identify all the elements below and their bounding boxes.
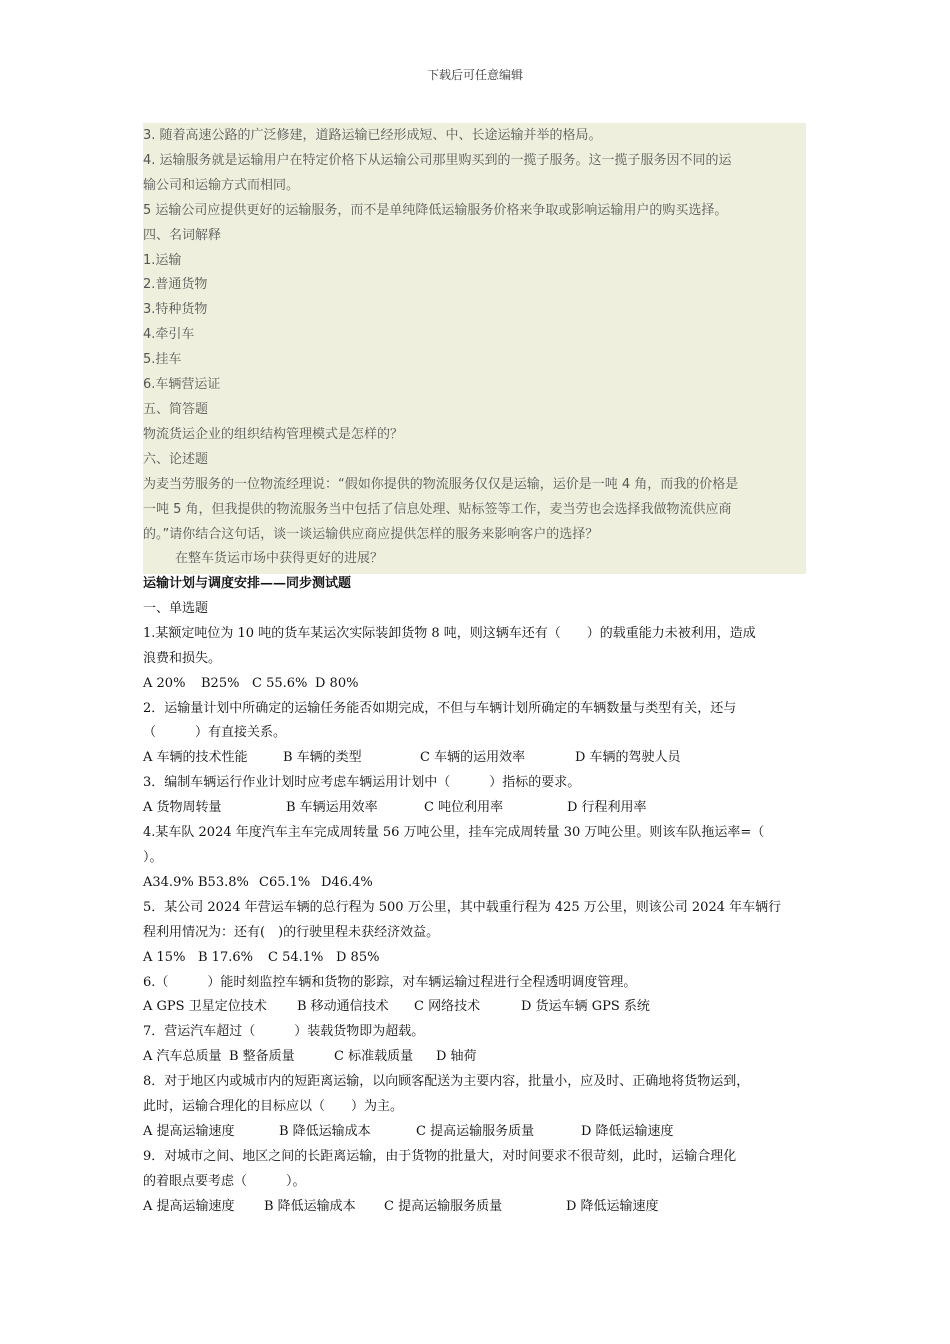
question-7: 7．营运汽车超过（ ）装载货物即为超载。 bbox=[143, 1024, 425, 1040]
option-d: D 降低运输速度 bbox=[581, 1123, 674, 1139]
text-line: 3. 随着高速公路的广泛修建，道路运输已经形成短、中、长途运输并举的格局。 bbox=[143, 128, 602, 143]
term-item: 4.牵引车 bbox=[143, 327, 195, 343]
option-b: B25% bbox=[201, 675, 240, 691]
option-b: B 17.6% bbox=[198, 949, 253, 965]
section-heading: 六、论述题 bbox=[143, 451, 209, 467]
option-a: A 15% bbox=[143, 949, 186, 965]
option-b: B 车辆运用效率 bbox=[286, 800, 378, 816]
option-c: C65.1% bbox=[259, 874, 311, 890]
question-6: 6.（ ）能时刻监控车辆和货物的影踪，对车辆运输过程进行全程透明调度管理。 bbox=[143, 974, 637, 990]
question-8: 8．对于地区内或城市内的短距离运输，以向顾客配送为主要内容，批量小，应及时、正确地将货物运到， bbox=[143, 1074, 750, 1090]
option-d: D 85% bbox=[336, 949, 380, 965]
text-line: 输公司和运输方式而相同。 bbox=[143, 177, 300, 193]
section-heading: 四、名词解释 bbox=[143, 227, 222, 243]
text-line: 一吨 5 角，但我提供的物流服务当中包括了信息处理、贴标签等工作，麦当劳也会选择我做物流供应商 bbox=[143, 501, 732, 517]
question-5-options bbox=[143, 946, 811, 971]
question-1: 1.某额定吨位为 10 吨的货车某运次实际装卸货物 8 吨，则这辆车还有（ ）的载重能力未被利用，造成 bbox=[143, 625, 756, 641]
question-4-options bbox=[143, 871, 811, 896]
text-line: 5 运输公司应提供更好的运输服务，而不是单纯降低运输服务价格来争取或影响运输用户的购买选择。 bbox=[143, 202, 728, 218]
option-c: C 标准载质量 bbox=[334, 1049, 414, 1065]
term-item: 5.挂车 bbox=[143, 352, 182, 368]
question-8-options bbox=[143, 1120, 811, 1145]
option-d: D 降低运输速度 bbox=[566, 1198, 659, 1214]
text-line: 的。”请你结合这句话，谈一谈运输供应商应提供怎样的服务来影响客户的选择？ bbox=[143, 526, 599, 542]
section-heading: 五、简答题 bbox=[143, 401, 209, 417]
option-d: D 货运车辆 GPS 系统 bbox=[521, 999, 650, 1015]
text-line: 在整车货运市场中获得更好的进展？ bbox=[175, 551, 384, 567]
question-2-options bbox=[143, 746, 811, 771]
term-item: 2.普通货物 bbox=[143, 277, 208, 293]
option-c: C 吨位利用率 bbox=[424, 800, 504, 816]
option-d: D 80% bbox=[315, 675, 359, 691]
option-b: B 降低运输成本 bbox=[279, 1123, 371, 1139]
question-5: 5．某公司 2024 年营运车辆的总行程为 500 万公里，其中载重行程为 425 万公里，则该公司 2024 年车辆行 bbox=[143, 899, 782, 915]
option-d: D46.4% bbox=[321, 874, 373, 890]
option-a: A 货物周转量 bbox=[143, 800, 222, 816]
option-a: A 汽车总质量 bbox=[143, 1049, 222, 1065]
option-c: C 提高运输服务质量 bbox=[384, 1198, 503, 1214]
page-header: 下载后可任意编辑 bbox=[426, 68, 523, 82]
option-c: C 网络技术 bbox=[414, 999, 481, 1015]
question-6-options bbox=[143, 995, 811, 1020]
question-9-options bbox=[143, 1195, 811, 1220]
option-d: D 行程利用率 bbox=[567, 800, 647, 816]
option-c: C 车辆的运用效率 bbox=[420, 750, 526, 766]
question-4: 4.某车队 2024 年度汽车主车完成周转量 56 万吨公里，挂车完成周转量 30 万吨公里。则该车队拖运率=（ bbox=[143, 825, 765, 841]
option-d: D 轴荷 bbox=[436, 1049, 477, 1065]
option-a: A 提高运输速度 bbox=[143, 1123, 235, 1139]
option-b: B 整备质量 bbox=[229, 1049, 295, 1065]
question-1-cont: 浪费和损失。 bbox=[143, 650, 222, 666]
option-b: B 移动通信技术 bbox=[297, 999, 389, 1015]
option-c: C 提高运输服务质量 bbox=[416, 1123, 535, 1139]
question-1-options bbox=[143, 672, 811, 697]
question-3-options bbox=[143, 796, 811, 821]
question-4-cont: ）。 bbox=[143, 849, 163, 865]
highlighted-text-block bbox=[143, 123, 806, 574]
option-b: B53.8% bbox=[198, 874, 249, 890]
option-b: B 车辆的类型 bbox=[283, 750, 362, 766]
option-b: B 降低运输成本 bbox=[264, 1198, 356, 1214]
question-9-cont: 的着眼点要考虑（ ）。 bbox=[143, 1173, 306, 1189]
option-a: A34.9% bbox=[143, 874, 194, 890]
option-a: A 车辆的技术性能 bbox=[143, 750, 248, 766]
question-8-cont: 此时，运输合理化的目标应以（ ）为主。 bbox=[143, 1099, 404, 1115]
section-subtitle: 一、单选题 bbox=[143, 600, 209, 616]
option-a: A GPS 卫星定位技术 bbox=[143, 999, 267, 1015]
text-line: 为麦当劳服务的一位物流经理说：“假如你提供的物流服务仅仅是运输，运价是一吨 4 角，而我的价格是 bbox=[143, 476, 739, 492]
term-item: 1.运输 bbox=[143, 252, 182, 268]
question-2-cont: （ ）有直接关系。 bbox=[143, 725, 287, 741]
text-line: 4. 运输服务就是运输用户在特定价格下从运输公司那里购买到的一揽子服务。这一揽子服务因不同的运 bbox=[143, 152, 732, 168]
quiz-section bbox=[143, 572, 811, 1220]
question-2: 2．运输量计划中所确定的运输任务能否如期完成，不但与车辆计划所确定的车辆数量与类型有关，还与 bbox=[143, 700, 737, 716]
option-d: D 车辆的驾驶人员 bbox=[575, 750, 681, 766]
option-a: A 提高运输速度 bbox=[143, 1198, 235, 1214]
question-7-options bbox=[143, 1045, 811, 1070]
question-text: 物流货运企业的组织结构管理模式是怎样的？ bbox=[143, 426, 404, 442]
option-a: A 20% bbox=[143, 675, 186, 691]
option-c: C 55.6% bbox=[252, 675, 308, 691]
term-item: 3.特种货物 bbox=[143, 302, 208, 318]
question-3: 3．编制车辆运行作业计划时应考虑车辆运用计划中（ ）指标的要求。 bbox=[143, 775, 581, 791]
question-9: 9．对城市之间、地区之间的长距离运输，由于货物的批量大，对时间要求不很苛刻，此时，运输合理化 bbox=[143, 1148, 737, 1164]
option-c: C 54.1% bbox=[268, 949, 324, 965]
section-title: 运输计划与调度安排——同步测试题 bbox=[143, 576, 352, 591]
term-item: 6.车辆营运证 bbox=[143, 377, 221, 393]
question-5-cont: 程利用情况为：还有( )的行驶里程未获经济效益。 bbox=[143, 924, 440, 940]
